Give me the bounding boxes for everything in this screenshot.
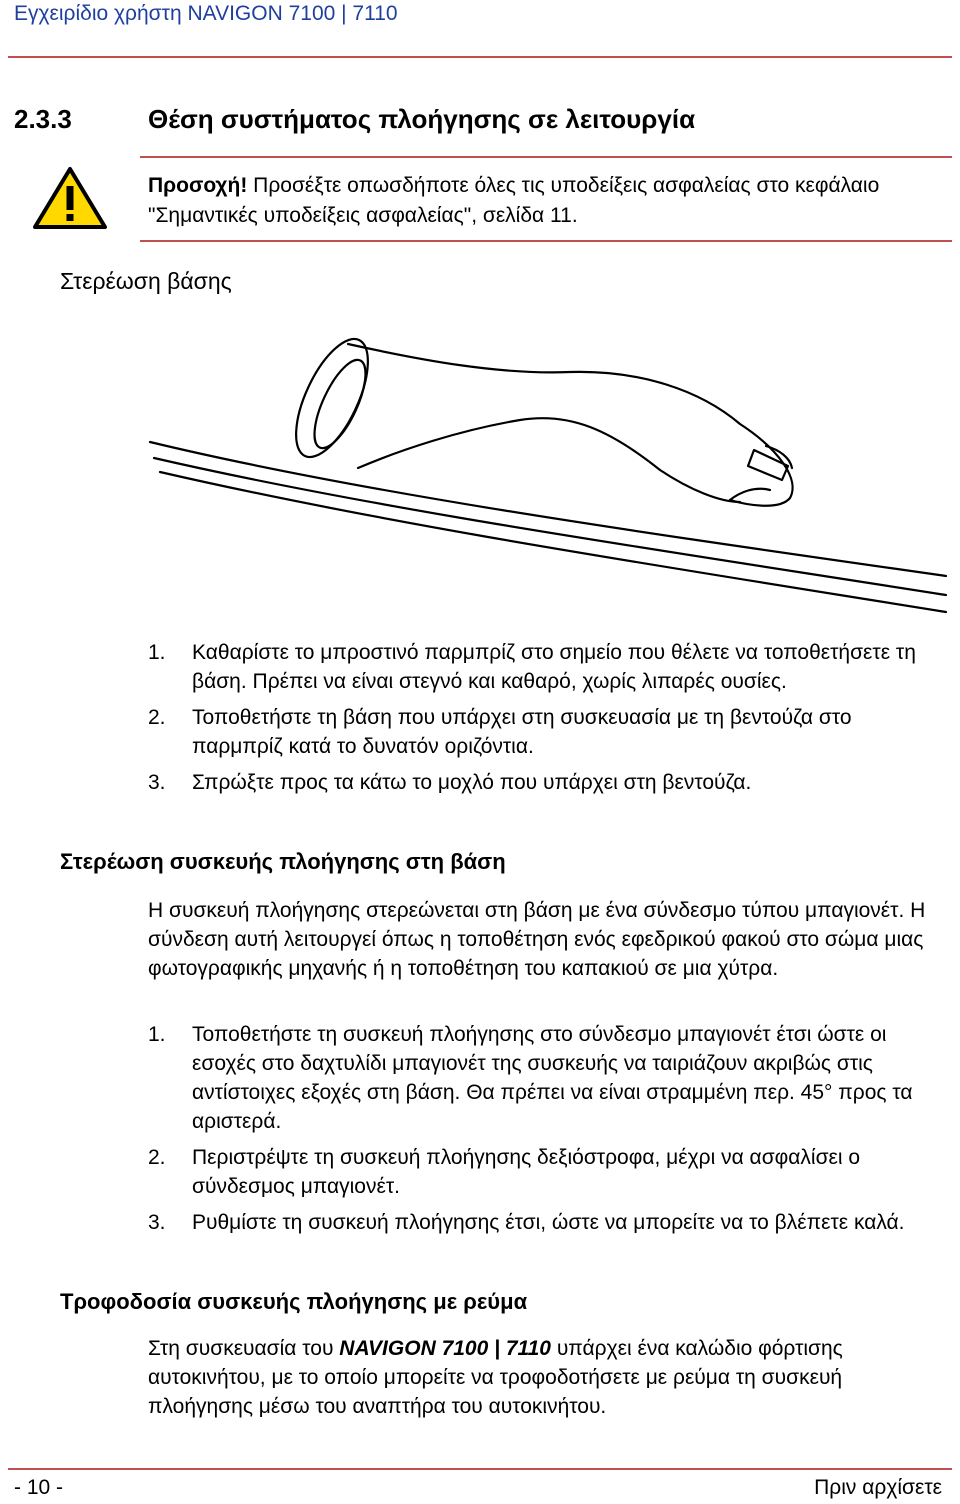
list-item bbox=[148, 1208, 938, 1237]
list-text: Τοποθετήστε τη βάση που υπάρχει στη συσκευασία με τη βεντούζα στο παρμπρίζ κατά το δυνατόν οριζόντια. bbox=[192, 706, 852, 758]
list-item bbox=[148, 703, 938, 761]
header-title: Εγχειρίδιο χρήστη NAVIGON 7100 | 7110 bbox=[14, 2, 398, 25]
list-item bbox=[148, 1143, 938, 1201]
device-heading: Στερέωση συσκευής πλοήγησης στη βάση bbox=[60, 849, 506, 874]
warning-label: Προσοχή! bbox=[148, 174, 248, 197]
header-rule bbox=[8, 56, 952, 58]
warning-body: Προσέξτε οπωσδήποτε όλες τις υποδείξεις ασφαλείας στο κεφάλαιο "Σημαντικές υποδείξεις ασφαλείας", σελίδα 11. bbox=[148, 174, 880, 227]
power-text-pre: Στη συσκευασία του bbox=[148, 1337, 340, 1360]
list-item bbox=[148, 768, 938, 797]
list-text: Περιστρέψτε τη συσκευή πλοήγησης δεξιόστροφα, μέχρι να ασφαλίσει ο σύνδεσμος μπαγιονέτ. bbox=[192, 1146, 861, 1198]
chapter-name: Πριν αρχίσετε bbox=[814, 1476, 942, 1499]
footer-rule bbox=[8, 1468, 952, 1470]
list-number: 3. bbox=[148, 1211, 166, 1234]
power-heading: Τροφοδοσία συσκευής πλοήγησης με ρεύμα bbox=[60, 1289, 528, 1314]
list-item bbox=[148, 638, 938, 696]
list-number: 1. bbox=[148, 1023, 166, 1046]
section-number: 2.3.3 bbox=[14, 104, 72, 134]
section-title: Θέση συστήματος πλοήγησης σε λειτουργία bbox=[148, 104, 696, 134]
list-number: 3. bbox=[148, 771, 166, 794]
list-number: 1. bbox=[148, 641, 166, 664]
list-text: Καθαρίστε το μπροστινό παρμπρίζ στο σημείο που θέλετε να τοποθετήσετε τη βάση. Πρέπει να είναι στεγνό και καθαρό, χωρίς λιπαρές ουσίες. bbox=[192, 641, 916, 693]
product-name: NAVIGON 7100 | 7110 bbox=[339, 1337, 551, 1360]
device-steps bbox=[148, 1020, 938, 1244]
list-number: 2. bbox=[148, 1146, 166, 1169]
warning-text bbox=[148, 171, 928, 231]
power-text-post: υπάρχει ένα καλώδιο φόρτισης αυτοκινήτου, με το οποίο μπορείτε να τροφοδοτήσετε με ρεύμα τη συσκευή πλοήγησης μέσω του αναπτήρα του αυτοκινήτου. bbox=[148, 1337, 843, 1418]
mount-heading: Στερέωση βάσης bbox=[60, 268, 232, 294]
list-text: Σπρώξτε προς τα κάτω το μοχλό που υπάρχει στη βεντούζα. bbox=[192, 771, 752, 794]
device-intro: Η συσκευή πλοήγησης στερεώνεται στη βάση με ένα σύνδεσμο τύπου μπαγιονέτ. Η σύνδεση αυτή λειτουργεί όπως η τοποθέτηση ενός εφεδρικού φακού στο σώμα μιας φωτογραφικής μηχανής ή η τοποθέτηση του καπακιού σε μια χύτρα. bbox=[148, 899, 926, 980]
warning-triangle-icon bbox=[32, 166, 108, 230]
warning-top-rule bbox=[140, 156, 952, 158]
mount-steps bbox=[148, 638, 938, 804]
list-text: Ρυθμίστε τη συσκευή πλοήγησης έτσι, ώστε να μπορείτε να το βλέπετε καλά. bbox=[192, 1211, 905, 1234]
list-text: Τοποθετήστε τη συσκευή πλοήγησης στο σύνδεσμο μπαγιονέτ έτσι ώστε οι εσοχές στο δαχτυλίδι μπαγιονέτ της συσκευής να ταιριάζουν ακριβώς στις αντίστοιχες εξοχές στη βάση. Θα πρέπει να είναι στραμμένη περ. 45° προς τα αριστερά. bbox=[192, 1023, 913, 1133]
list-number: 2. bbox=[148, 706, 166, 729]
page-number: - 10 - bbox=[14, 1476, 64, 1499]
mount-illustration bbox=[140, 320, 950, 620]
power-paragraph bbox=[148, 1334, 938, 1421]
list-item bbox=[148, 1020, 938, 1136]
warning-bottom-rule bbox=[140, 240, 952, 242]
